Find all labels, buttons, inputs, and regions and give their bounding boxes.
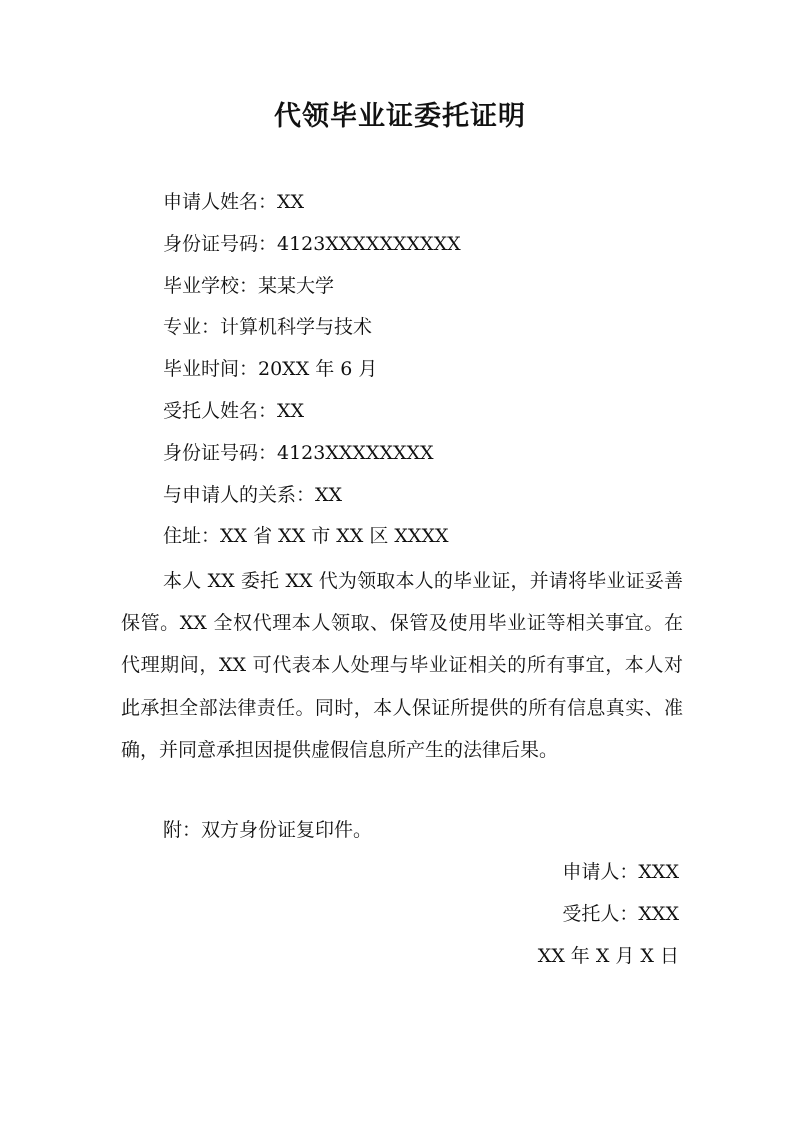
body-paragraph: 本人 XX 委托 XX 代为领取本人的毕业证，并请将毕业证妥善保管。XX 全权代理本人领取、保管及使用毕业证等相关事宜。在代理期间，XX 可代表本人处理与毕业证相关的所有事宜，本人对此承担全部法律责任。同时，本人保证所提供的所有信息真实、准确，并同意承担因提供虚假信息所产生的法律后果。: [121, 570, 683, 761]
field-relationship: 与申请人的关系：XX: [163, 483, 343, 506]
field-applicant-id: 身份证号码：4123XXXXXXXXXX: [163, 232, 461, 255]
field-applicant-name: 申请人姓名：XX: [163, 191, 305, 213]
attachment-note: 附：双方身份证复印件。: [163, 819, 373, 841]
page-title: 代领毕业证委托证明: [274, 101, 526, 132]
signature-date: XX 年 X 月 X 日: [537, 945, 679, 967]
field-major: 专业：计算机科学与技术: [163, 316, 373, 339]
field-graduation-time: 毕业时间：20XX 年 6 月: [163, 358, 378, 381]
field-address: 住址：XX 省 XX 市 XX 区 XXXX: [163, 525, 449, 548]
signature-applicant: 申请人：XXX: [562, 861, 679, 883]
info-fields: [163, 182, 683, 558]
signature-block: [538, 851, 679, 977]
field-trustee-id: 身份证号码：4123XXXXXXXX: [163, 441, 434, 464]
field-school: 毕业学校：某某大学: [163, 274, 335, 297]
field-trustee-name: 受托人姓名：XX: [163, 399, 305, 422]
signature-trustee: 受托人：XXX: [562, 903, 679, 925]
